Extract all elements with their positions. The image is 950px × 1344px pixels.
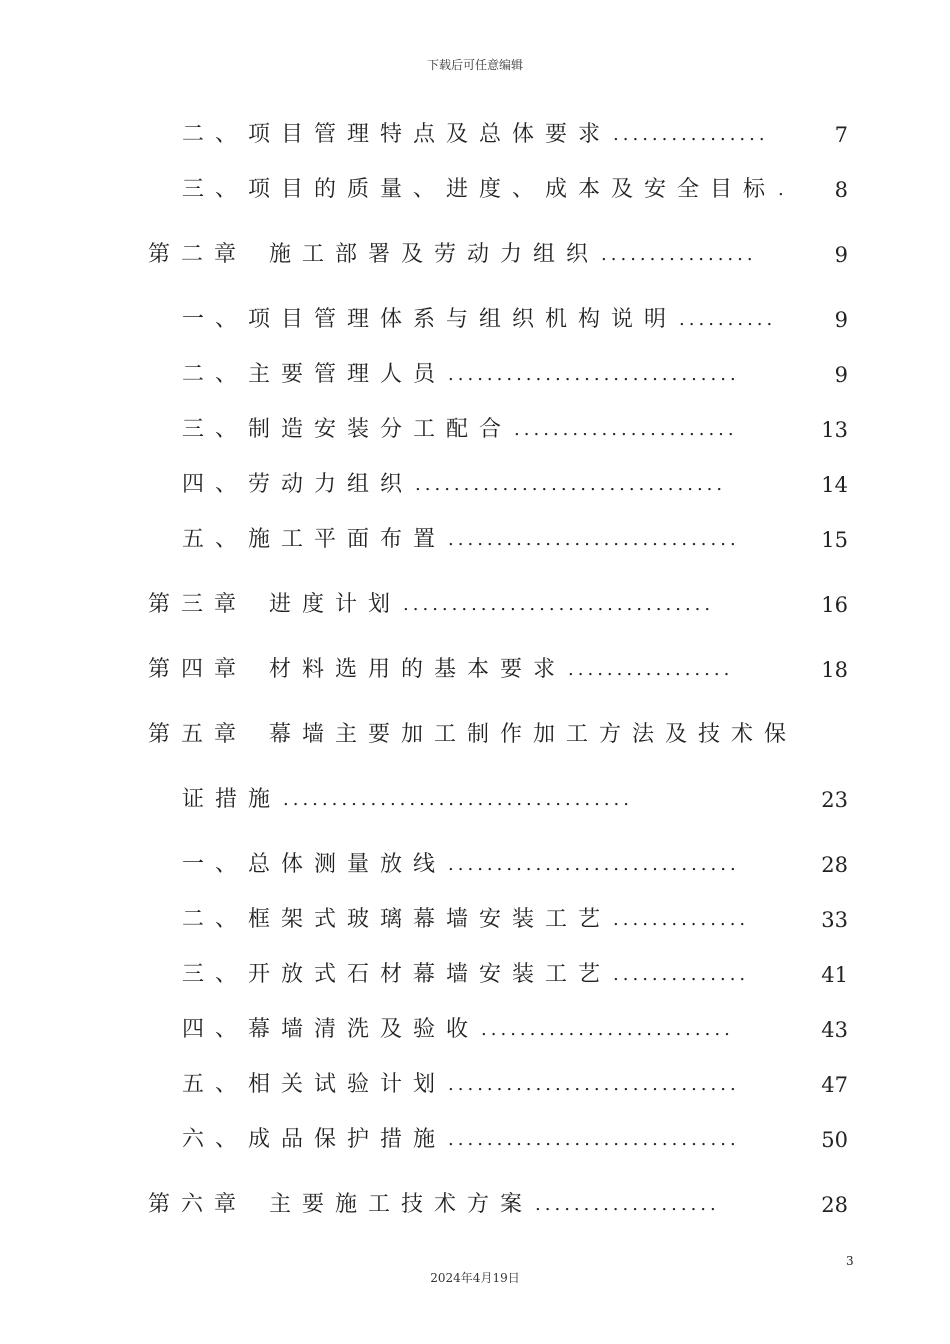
toc-entry-number: 二、 [182, 122, 249, 147]
toc-entry-number: 一、 [182, 307, 249, 332]
toc-entry-leader-dots: .............................. [448, 1074, 740, 1095]
toc-entry[interactable] [182, 175, 848, 205]
toc-entry-leader-dots: .............................. [448, 364, 740, 385]
toc-entry-leader-dots: ................... [535, 1194, 720, 1215]
toc-entry-number: 第三章 [148, 592, 248, 617]
toc-entry[interactable] [182, 1125, 848, 1155]
toc-entry[interactable] [182, 415, 848, 445]
toc-entry[interactable] [182, 360, 848, 390]
toc-entry-title: 主要管理人员 [248, 362, 447, 387]
toc-entry-page-number: 15 [821, 528, 848, 552]
toc-entry-leader-dots: ................ [613, 124, 769, 145]
toc-entry-title: 主要施工技术方案 [269, 1192, 534, 1217]
toc-entry-title: 证措施 [182, 787, 282, 812]
toc-entry-number: 六、 [182, 1127, 249, 1152]
toc-entry-title: 施工平面布置 [248, 527, 447, 552]
toc-entry-leader-dots: .............................. [448, 529, 740, 550]
toc-entry-number: 四、 [182, 472, 249, 497]
toc-entry-leader-dots: ................................ [415, 474, 727, 495]
toc-entry-title: 制造安装分工配合 [248, 417, 513, 442]
toc-entry-page-number: 7 [834, 123, 848, 147]
toc-entry-page-number: 33 [821, 908, 848, 932]
toc-entry[interactable] [148, 655, 848, 685]
toc-entry-page-number: 23 [821, 788, 848, 812]
toc-entry-leader-dots: . [778, 179, 788, 200]
toc-entry-number: 四、 [182, 1017, 249, 1042]
toc-entry-page-number: 43 [821, 1018, 848, 1042]
toc-entry-number: 一、 [182, 852, 249, 877]
toc-entry-page-number: 28 [821, 853, 848, 877]
toc-entry-number: 三、 [182, 417, 249, 442]
toc-entry-title: 幕墙清洗及验收 [248, 1017, 480, 1042]
toc-entry-leader-dots: ................. [568, 659, 734, 680]
toc-entry-leader-dots: .......................... [481, 1019, 734, 1040]
toc-entry[interactable] [182, 525, 848, 555]
toc-entry-page-number: 50 [821, 1128, 848, 1152]
toc-entry-leader-dots: .............. [613, 909, 750, 930]
toc-entry-title: 框架式玻璃幕墙安装工艺 [248, 907, 612, 932]
toc-entry-title: 项目管理体系与组织机构说明 [248, 307, 678, 332]
toc-entry[interactable] [148, 1190, 848, 1220]
toc-entry-number: 三、 [182, 177, 249, 202]
toc-entry-leader-dots: .............................. [448, 854, 740, 875]
toc-entry[interactable] [182, 470, 848, 500]
toc-entry-leader-dots: .............................. [448, 1129, 740, 1150]
toc-entry[interactable] [182, 785, 848, 815]
toc-entry-title: 劳动力组织 [248, 472, 414, 497]
toc-entry-number: 第五章 [148, 722, 248, 747]
page-number: 3 [846, 1254, 854, 1268]
toc-entry-page-number: 28 [821, 1193, 848, 1217]
footer-date: 2024年4月19日 [430, 1271, 520, 1285]
toc-entry-page-number: 47 [821, 1073, 848, 1097]
toc-entry-page-number: 9 [834, 308, 848, 332]
toc-entry-number: 三、 [182, 962, 249, 987]
toc-entry-page-number: 8 [834, 178, 848, 202]
toc-entry[interactable] [182, 905, 848, 935]
toc-entry-leader-dots: ................................ [403, 594, 715, 615]
toc-entry-page-number: 13 [821, 418, 848, 442]
toc-entry-page-number: 9 [834, 243, 848, 267]
toc-entry-title: 项目管理特点及总体要求 [248, 122, 612, 147]
toc-entry-leader-dots: ....................... [514, 419, 738, 440]
toc-entry[interactable] [148, 590, 848, 620]
toc-entry-title: 开放式石材幕墙安装工艺 [248, 962, 612, 987]
toc-entry-number: 二、 [182, 907, 249, 932]
toc-entry-number: 第四章 [148, 657, 248, 682]
toc-entry-title: 总体测量放线 [248, 852, 447, 877]
toc-entry-number: 二、 [182, 362, 249, 387]
toc-entry-number: 五、 [182, 1072, 249, 1097]
toc-entry-title: 进度计划 [269, 592, 402, 617]
toc-entry-leader-dots: .............. [613, 964, 750, 985]
toc-entry-number: 第二章 [148, 242, 248, 267]
toc-entry[interactable] [148, 240, 848, 270]
toc-entry[interactable] [182, 1070, 848, 1100]
toc-entry[interactable] [182, 305, 848, 335]
page-header: 下载后可任意编辑 [426, 58, 523, 72]
toc-entry-leader-dots: .......... [679, 309, 777, 330]
toc-entry[interactable] [182, 1015, 848, 1045]
toc-entry-page-number: 18 [821, 658, 848, 682]
toc-entry[interactable] [182, 120, 848, 150]
toc-entry[interactable] [148, 720, 848, 750]
toc-entry-title: 成品保护措施 [248, 1127, 447, 1152]
toc-entry-title: 材料选用的基本要求 [269, 657, 567, 682]
toc-entry-number: 五、 [182, 527, 249, 552]
toc-entry-leader-dots: ................ [601, 244, 757, 265]
toc-entry-page-number: 14 [821, 473, 848, 497]
toc-entry-title: 项目的质量、进度、成本及安全目标 [248, 177, 777, 202]
toc-entry-title: 相关试验计划 [248, 1072, 447, 1097]
toc-entry-title: 幕墙主要加工制作加工方法及技术保 [269, 722, 798, 747]
toc-entry-title: 施工部署及劳动力组织 [269, 242, 600, 267]
toc-entry-page-number: 16 [821, 593, 848, 617]
toc-entry-leader-dots: .................................... [283, 789, 633, 810]
toc-entry[interactable] [182, 850, 848, 880]
toc-entry[interactable] [182, 960, 848, 990]
toc-entry-page-number: 9 [834, 363, 848, 387]
toc-entry-page-number: 41 [821, 963, 848, 987]
toc-entry-number: 第六章 [148, 1192, 248, 1217]
